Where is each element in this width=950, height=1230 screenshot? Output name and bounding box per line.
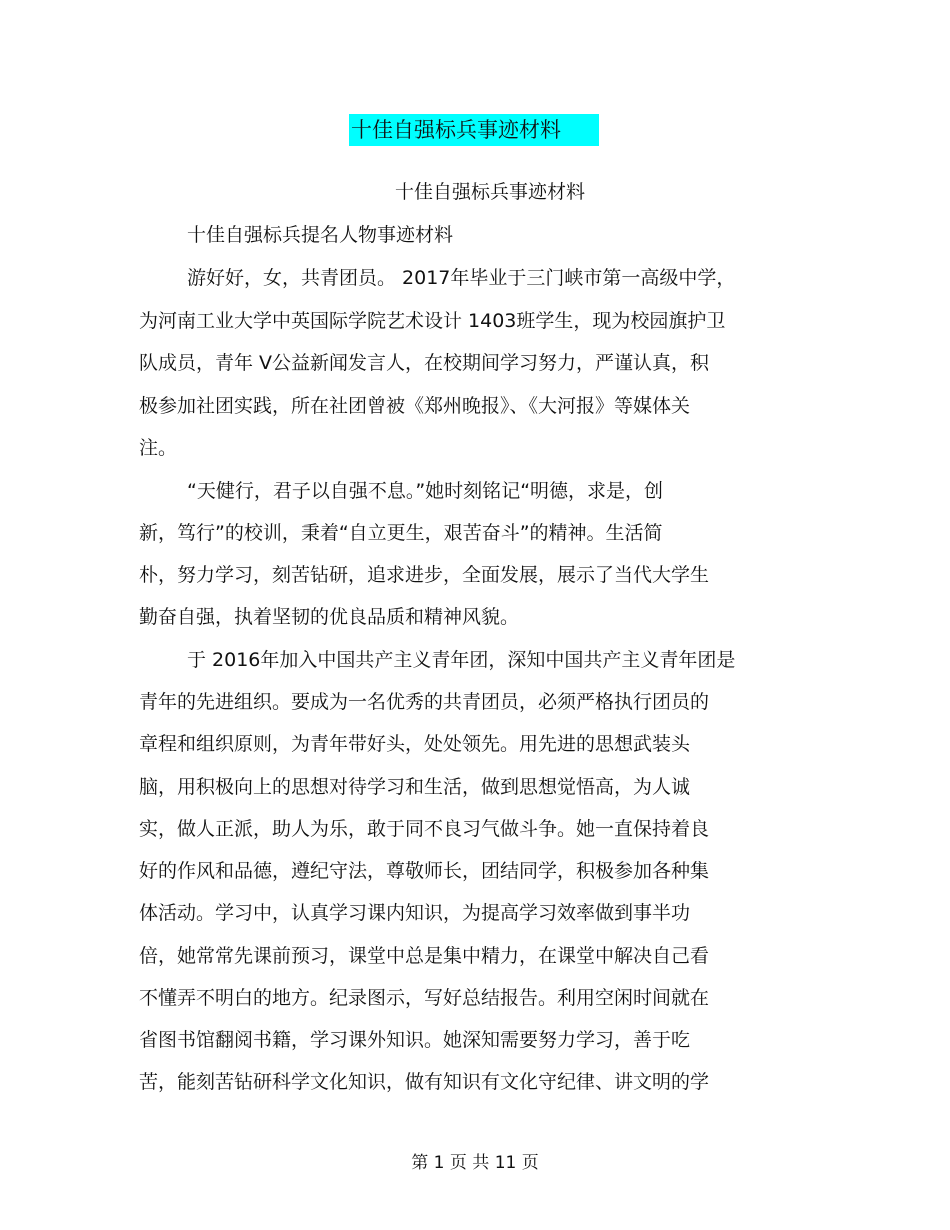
text-line: 十佳自强标兵提名人物事迹材料 [187,224,454,246]
text-line: 新，笃行”的校训，秉着“自立更生，艰苦奋斗”的精神。生活简 [139,522,663,544]
text-line: 实，做人正派，助人为乐，敢于同不良习气做斗争。她一直保持着良 [139,818,710,840]
text-line: 极参加社团实践，所在社团曾被《郑州晚报》、《大河报》等媒体关 [139,395,691,417]
text-line: 体活动。学习中，认真学习课内知识，为提高学习效率做到事半功 [139,902,691,924]
document-title: 十佳自强标兵事迹材料 [349,114,599,146]
text-line: 章程和组织原则，为青年带好头，处处领先。用先进的思想武装头 [139,733,691,755]
text-line: 好的作风和品德，遵纪守法，尊敬师长，团结同学，积极参加各种集 [139,860,710,882]
text-line: 朴，努力学习，刻苦钻研，追求进步，全面发展，展示了当代大学生 [139,564,710,586]
text-line: 青年的先进组织。要成为一名优秀的共青团员，必须严格执行团员的 [139,691,710,713]
text-line: “天健行，君子以自强不息。”她时刻铭记“明德，求是，创 [187,480,664,502]
text-line: 游好好，女，共青团员。 2017年毕业于三门峡市第一高级中学， [187,267,736,289]
text-line: 倍，她常常先课前预习，课堂中总是集中精力，在课堂中解决自己看 [139,945,710,967]
page-number: 第 1 页 共 11 页 [411,1153,539,1173]
text-line: 脑，用积极向上的思想对待学习和生活，做到思想觉悟高，为人诚 [139,776,691,798]
text-line: 注。 [139,437,178,459]
text-line: 于 2016年加入中国共产主义青年团，深知中国共产主义青年团是 [187,649,736,671]
text-line: 省图书馆翻阅书籍，学习课外知识。她深知需要努力学习，善于吃 [139,1029,691,1051]
text-line: 队成员，青年 V公益新闻发言人，在校期间学习努力，严谨认真，积 [139,352,710,374]
text-line: 勤奋自强，执着坚韧的优良品质和精神风貌。 [139,606,520,628]
document-subtitle: 十佳自强标兵事迹材料 [394,181,585,203]
text-line: 为河南工业大学中英国际学院艺术设计 1403班学生，现为校园旗护卫 [139,310,726,332]
text-line: 苦，能刻苦钻研科学文化知识，做有知识有文化守纪律、讲文明的学 [139,1071,710,1093]
text-line: 不懂弄不明白的地方。纪录图示，写好总结报告。利用空闲时间就在 [139,987,710,1009]
